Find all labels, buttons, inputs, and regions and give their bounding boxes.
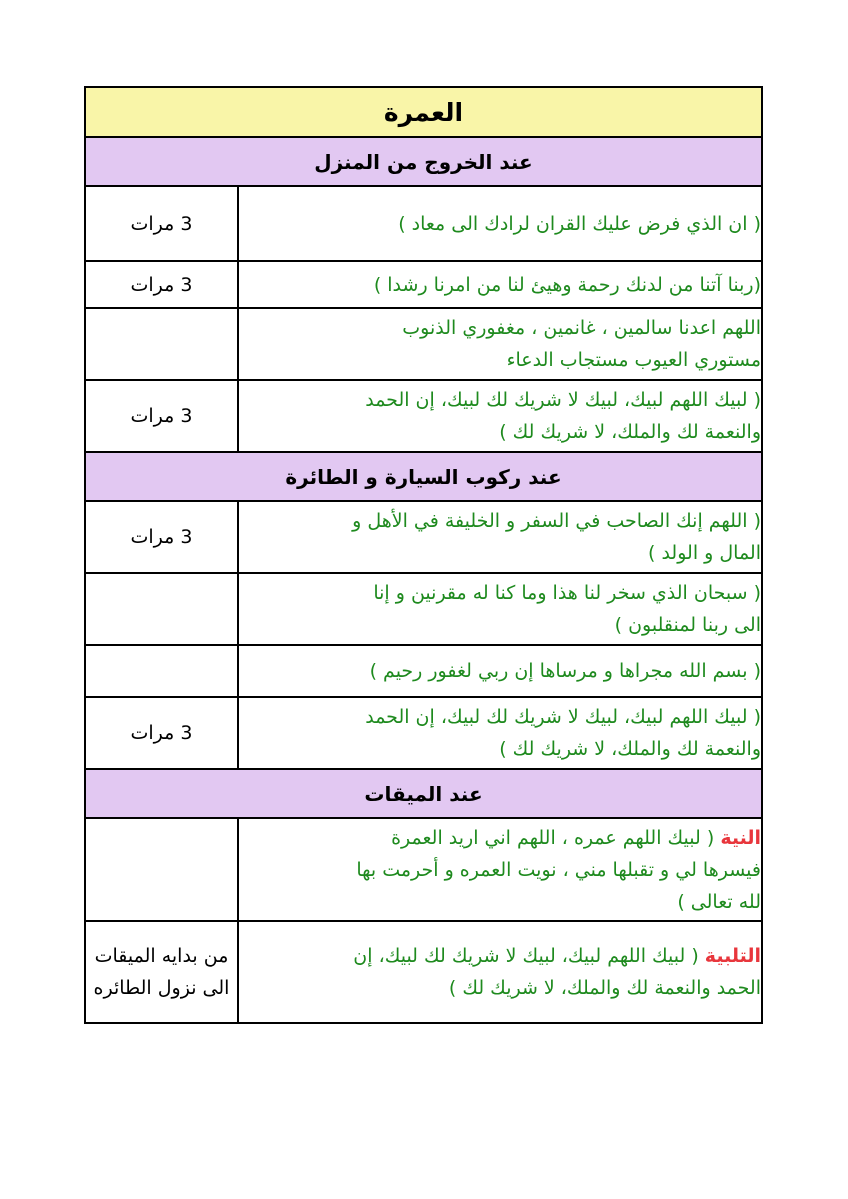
dua-row: [85, 645, 762, 697]
repeat-count: 3 مرات: [85, 697, 238, 769]
dua-line: ( لبيك اللهم لبيك، لبيك لا شريك لك لبيك، إن الحمد: [365, 706, 761, 728]
section-heading-row: [85, 137, 762, 186]
umrah-page: [86, 86, 763, 1024]
dua-line: والنعمة لك والملك، لا شريك لك ): [499, 738, 761, 760]
dua-row: [85, 308, 762, 380]
dua-row: [85, 501, 762, 573]
dua-line: ( سبحان الذي سخر لنا هذا وما كنا له مقرنين و إنا: [373, 582, 761, 604]
dua-line: الى ربنا لمنقلبون ): [614, 614, 761, 636]
dua-text: [238, 697, 762, 769]
dua-text: [238, 573, 762, 645]
dua-line: ( ان الذي فرض عليك القران لرادك الى معاد ): [398, 212, 761, 235]
repeat-count: [85, 645, 238, 697]
dua-line: مستوري العيوب مستجاب الدعاء: [506, 349, 761, 371]
repeat-count: 3 مرات: [85, 380, 238, 452]
dua-row: [85, 261, 762, 308]
dua-row: [85, 380, 762, 452]
dua-row: [85, 573, 762, 645]
repeat-count: 3 مرات: [85, 186, 238, 261]
title-row: [85, 87, 762, 137]
page-title: العمرة: [85, 87, 762, 137]
dua-row: [85, 921, 762, 1023]
dua-text: [238, 818, 762, 921]
intention-label: النية: [720, 826, 761, 849]
dua-line: المال و الولد ): [648, 542, 761, 564]
section-heading-row: [85, 769, 762, 818]
dua-line: ( بسم الله مجراها و مرساها إن ربي لغفور رحيم ): [369, 660, 761, 682]
repeat-count: [85, 818, 238, 921]
section-heading-riding: عند ركوب السيارة و الطائرة: [85, 452, 762, 501]
repeat-count: [85, 308, 238, 380]
dua-line: لله تعالى ): [677, 890, 761, 913]
dua-line: اللهم اعدنا سالمين ، غانمين ، مغفوري الذنوب: [402, 317, 761, 339]
dua-text: [238, 380, 762, 452]
dua-text: [238, 645, 762, 697]
dua-line-text: ( لبيك اللهم عمره ، اللهم اني اريد العمرة: [391, 826, 715, 849]
umrah-table: [84, 86, 763, 1024]
section-heading-miqat: عند الميقات: [85, 769, 762, 818]
dua-row: [85, 697, 762, 769]
dua-text: [238, 921, 762, 1023]
dua-text: [238, 501, 762, 573]
dua-text: [238, 261, 762, 308]
dua-line: الحمد والنعمة لك والملك، لا شريك لك ): [448, 977, 761, 999]
section-heading-leaving-home: عند الخروج من المنزل: [85, 137, 762, 186]
dua-line: (ربنا آتنا من لدنك رحمة وهيئ لنا من امرنا رشدا ): [373, 273, 761, 296]
talbiya-label: التلبية: [704, 945, 761, 967]
repeat-count: [85, 573, 238, 645]
section-heading-row: [85, 452, 762, 501]
repeat-count: من بدايه الميقات الى نزول الطائره: [85, 921, 238, 1023]
dua-row: [85, 186, 762, 261]
dua-text: [238, 308, 762, 380]
dua-line: [239, 822, 761, 854]
dua-line-text: ( لبيك اللهم لبيك، لبيك لا شريك لك لبيك، إن: [353, 945, 699, 967]
dua-line: [239, 940, 761, 972]
dua-text: [238, 186, 762, 261]
repeat-count: 3 مرات: [85, 501, 238, 573]
dua-line: ( لبيك اللهم لبيك، لبيك لا شريك لك لبيك، إن الحمد: [365, 389, 761, 411]
dua-line: فيسرها لي و تقبلها مني ، نويت العمره و أحرمت بها: [356, 858, 761, 881]
dua-row: [85, 818, 762, 921]
dua-line: ( اللهم إنك الصاحب في السفر و الخليفة في الأهل و: [352, 510, 761, 532]
repeat-count: 3 مرات: [85, 261, 238, 308]
dua-line: والنعمة لك والملك، لا شريك لك ): [499, 421, 761, 443]
